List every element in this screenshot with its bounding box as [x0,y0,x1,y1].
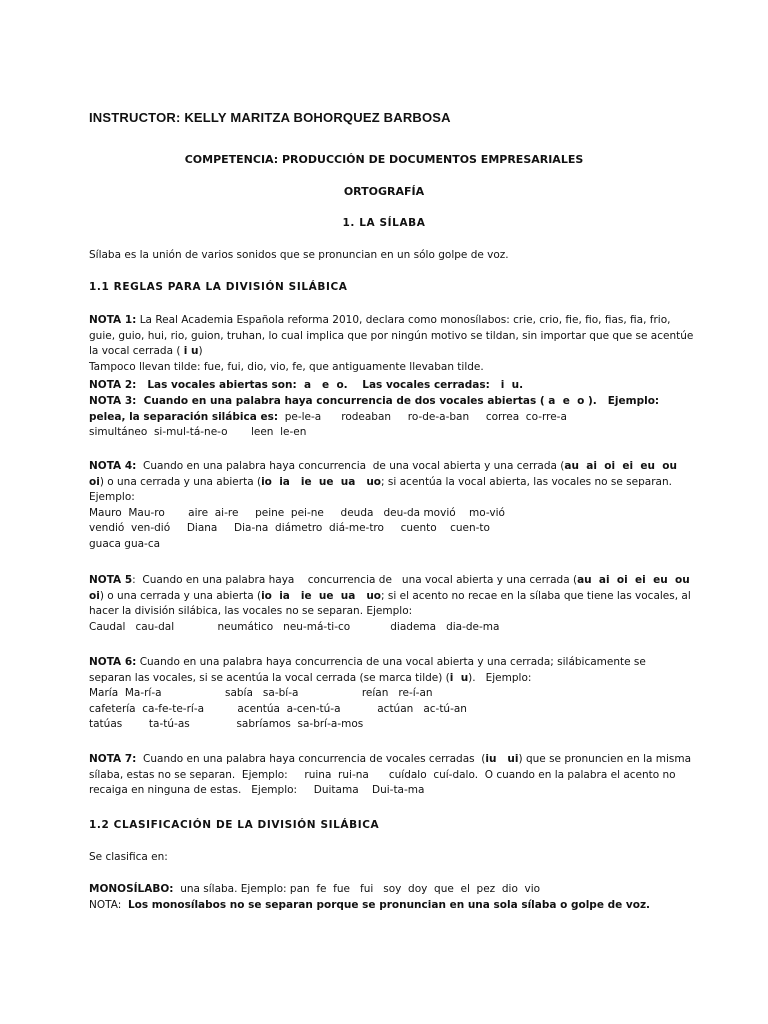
nota-5-line-2d: ; si el acento no recae en la sílaba que tiene las vocales, al [381,589,691,602]
nota-7-label: NOTA 7: [89,753,137,765]
nota-2-text: Las vocales abiertas son: a e o. Las vocales cerradas: i u. [136,379,524,391]
nota-1-vowels: i u [183,345,199,357]
nota-5-line-4: Caudal cau-dal neumático neu-má-ti-co diadema dia-de-ma [89,620,500,633]
nota-4-line-5: vendió ven-dió Diana Dia-na diámetro diá-me-tro cuento cuen-to [89,522,490,534]
nota-4-vowels-2: io ia ie ue ua uo [261,475,382,488]
nota-6 [89,655,689,733]
nota-4-line-4: Mauro Mau-ro aire ai-re peine pei-ne deuda deu-da movió mo-vió [89,506,505,519]
nota-3 [89,394,689,441]
ortografia-heading: ORTOGRAFÍA [343,185,425,198]
nota-5-label: NOTA 5 [89,574,133,586]
nota-7-vowels: iu ui [485,753,519,765]
nota-1 [89,313,694,375]
monosilabo-nota-label: NOTA: [89,898,128,911]
nota-4-line-3: Ejemplo: [89,491,135,503]
nota-6-vowels: i u [449,671,469,684]
nota-1-line-1: La Real Academia Española reforma 2010, declara como monosílabos: crie, crio, fie, fio, fias, fia, frio, [136,314,671,326]
nota-6-line-5: tatúas ta-tú-as sabríamos sa-brí-a-mos [89,718,364,730]
nota-7 [89,752,692,799]
nota-4 [89,459,689,552]
nota-3-line-3: simultáneo si-mul-tá-ne-o leen le-en [89,426,307,438]
nota-1-label: NOTA 1: [89,314,137,326]
nota-7-line-2: sílaba, estas no se separan. Ejemplo: ruina rui-na cuídalo cuí-dalo. O cuando en la palabra el acento no [89,768,676,781]
nota-6-line-4: cafetería ca-fe-te-rí-a acentúa a-cen-tú-a actúan ac-tú-an [89,702,467,715]
nota-7-line-1a: Cuando en una palabra haya concurrencia de vocales cerradas ( [136,753,486,765]
nota-3-text: Cuando en una palabra haya concurrencia de dos vocales abiertas ( a e o ). Ejemplo: [136,395,660,407]
nota-5-vowels-1: au ai oi ei eu ou [577,574,690,586]
nota-5-line-2b: ) o una cerrada y una abierta ( [99,589,262,602]
nota-4-line-6: guaca gua-ca [89,537,161,550]
nota-3-example-lead: pelea, la separación silábica es: [89,410,279,423]
nota-5 [89,573,689,635]
nota-5-vowels-oi: oi [89,589,100,602]
nota-4-line-1: Cuando en una palabra haya concurrencia de una vocal abierta y una cerrada ( [136,460,565,472]
nota-6-line-3: María Ma-rí-a sabía sa-bí-a reían re-í-an [89,687,433,699]
nota-4-label: NOTA 4: [89,460,137,472]
nota-3-examples: pe-le-a rodeaban ro-de-a-ban correa co-rre-a [278,410,567,423]
nota-1-line-3c: ) [198,345,203,357]
nota-2-label: NOTA 2: [89,379,137,391]
instructor-heading: INSTRUCTOR: KELLY MARITZA BOHORQUEZ BARBOSA [89,110,451,125]
nota-6-line-2a: separan las vocales, si se acentúa la vocal cerrada (se marca tilde) ( [89,671,450,684]
monosilabo-block [89,882,689,913]
nota-5-line-3: hacer la división silábica, las vocales no se separan. Ejemplo: [89,605,413,617]
competencia-heading: COMPETENCIA: PRODUCCIÓN DE DOCUMENTOS EMPRESARIALES [184,153,584,166]
nota-3-label: NOTA 3: [89,395,137,407]
nota-7-line-3: recaiga en ninguna de estas. Ejemplo: Duitama Dui-ta-ma [89,784,425,796]
nota-6-line-1: Cuando en una palabra haya concurrencia de una vocal abierta y una cerrada; silábicamente se [136,656,646,668]
nota-1-line-4: Tampoco llevan tilde: fue, fui, dio, vio, fe, que antiguamente llevaban tilde. [89,360,484,373]
section-1-title: 1. LA SÍLABA [342,217,426,229]
nota-4-vowels-oi: oi [89,475,100,488]
nota-4-line-2d: ; si acentúa la vocal abierta, las vocales no se separan. [381,475,672,488]
monosilabo-nota-text: Los monosílabos no se separan porque se pronuncian en una sola sílaba o golpe de voz. [127,898,651,911]
monosilabo-label: MONOSÍLABO: [89,883,174,895]
nota-1-line-2: guie, guio, hui, rio, guion, truhan, lo cual implica que por ningún motivo se tildan, sin importar que que se acentúe [89,329,694,342]
nota-4-line-2b: ) o una cerrada y una abierta ( [99,475,262,488]
nota-6-label: NOTA 6: [89,656,137,668]
nota-4-vowels-1: au ai oi ei eu ou [564,460,677,472]
nota-2 [89,378,689,394]
section-1-2-title: 1.2 CLASIFICACIÓN DE LA DIVISIÓN SILÁBICA [89,819,380,831]
silaba-definition: Sílaba es la unión de varios sonidos que se pronuncian en un sólo golpe de voz. [89,249,509,261]
section-1-1-title: 1.1 REGLAS PARA LA DIVISIÓN SILÁBICA [89,281,348,293]
nota-6-line-2c: ). Ejemplo: [468,671,532,684]
nota-5-line-1: : Cuando en una palabra haya concurrencia de una vocal abierta y una cerrada ( [132,574,578,586]
nota-7-line-1c: ) que se pronuncien en la misma [518,753,692,765]
nota-1-line-3a: la vocal cerrada ( [89,345,184,357]
nota-5-vowels-2: io ia ie ue ua uo [261,589,382,602]
se-clasifica-text: Se clasifica en: [89,851,168,863]
monosilabo-text: una sílaba. Ejemplo: pan fe fue fui soy doy que el pez dio vio [173,883,541,895]
